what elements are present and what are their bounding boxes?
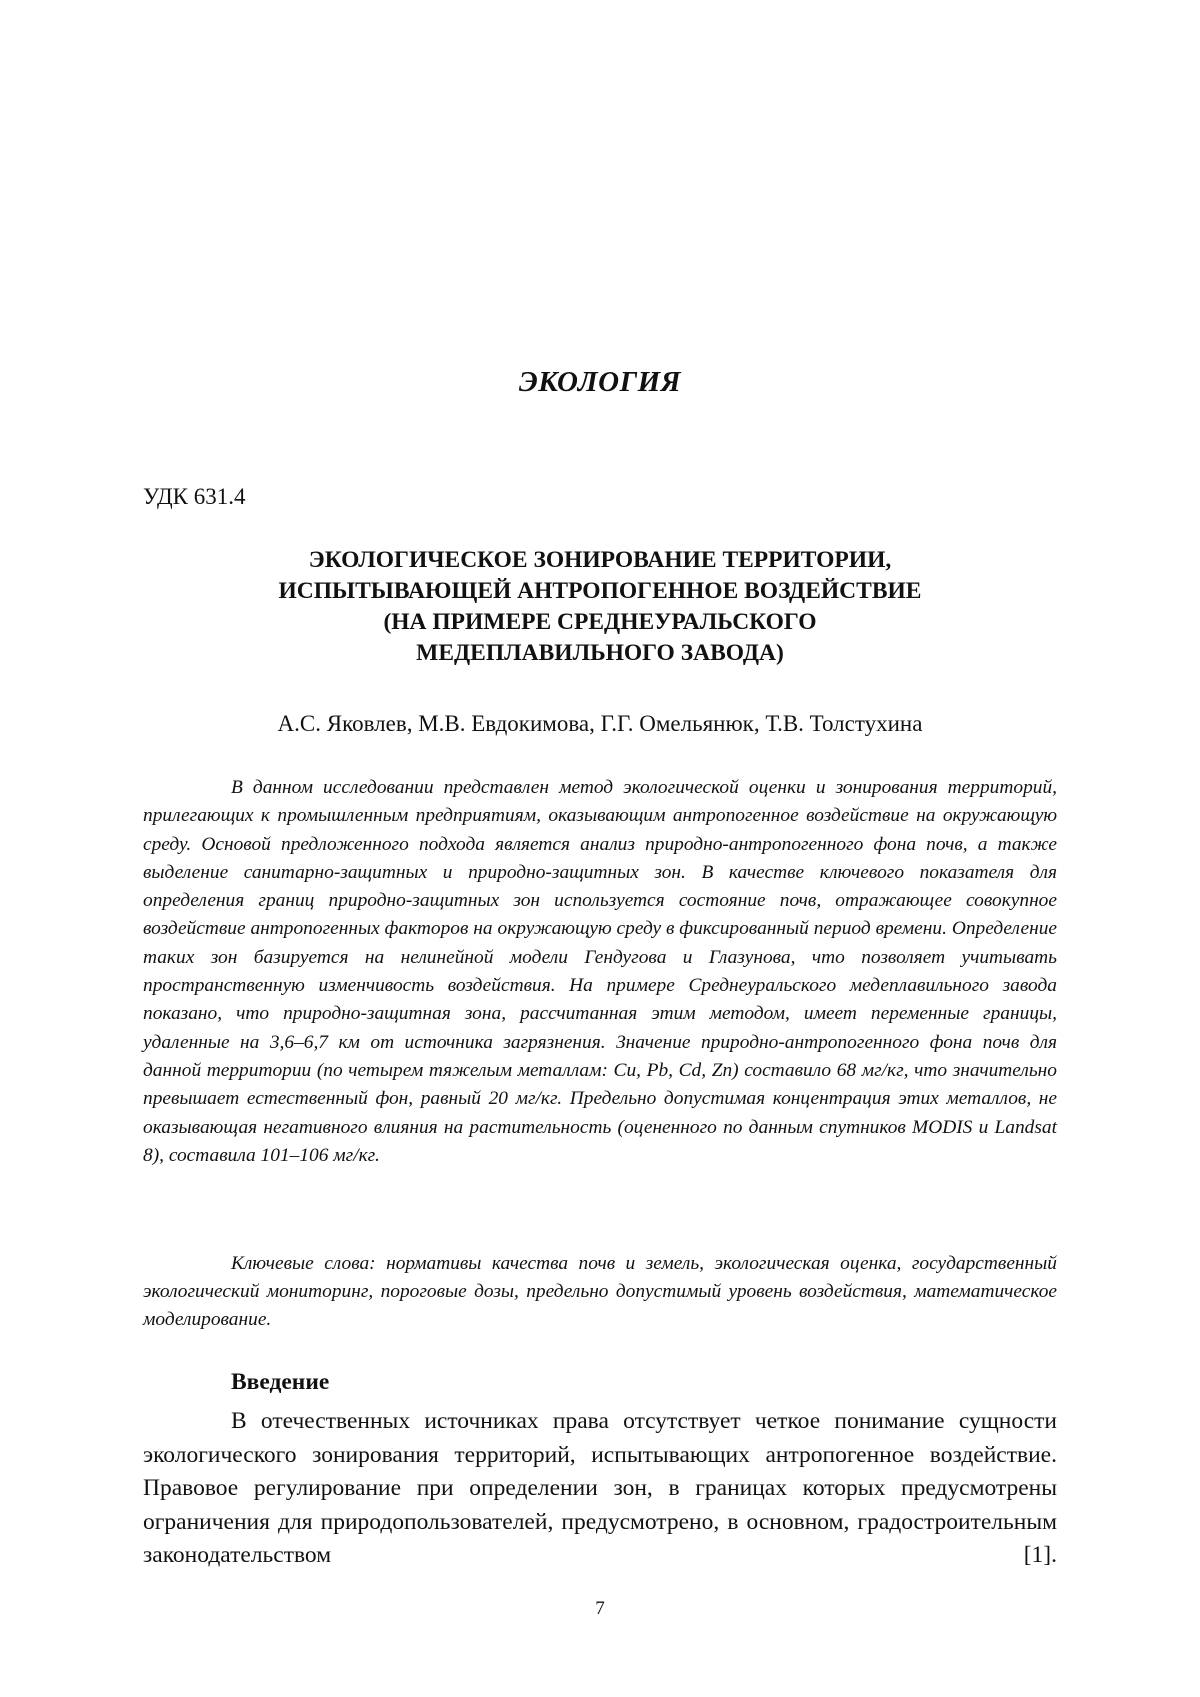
- article-title-line: (НА ПРИМЕРЕ СРЕДНЕУРАЛЬСКОГО: [383, 609, 817, 635]
- authors: А.С. Яковлев, М.В. Евдокимова, Г.Г. Омельянюк, Т.В. Толстухина: [277, 711, 923, 736]
- page-number: 7: [595, 1598, 605, 1619]
- article-title: [143, 545, 1057, 669]
- abstract: В данном исследовании представлен метод экологической оценки и зонирования территорий, прилегающих к промышленным предприятиям, оказывающим антропогенное воздействие на окружающую среду. Основой предложенного подхода является анализ природно-антропогенного фона почв, а также выделение санитарно-защитных и природно-защитных зон. В качестве ключевого показателя для определения границ природно-защитных зон используется состояние почв, отражающее совокупное воздействие антропогенных факторов на окружающую среду в фиксированный период времени. Определение таких зон базируется на нелинейной модели Гендугова и Глазунова, что позволяет учитывать пространственную изменчивость воздействия. На примере Среднеуральского медеплавильного завода показано, что природно-защитная зона, рассчитанная этим методом, имеет переменные границы, удаленные на 3,6–6,7 км от источника загрязнения. Значение природно-антропогенного фона почв для данной территории (по четырем тяжелым металлам: Cu, Pb, Cd, Zn) составило 68 мг/кг, что значительно превышает естественный фон, равный 20 мг/кг. Предельно допустимая концентрация этих металлов, не оказывающая негативного влияния на растительность (оцененного по данным спутников MODIS и Landsat 8), составила 101–106 мг/кг.: [143, 777, 1057, 1166]
- intro-heading: Введение: [231, 1369, 330, 1395]
- udc-code: УДК 631.4: [143, 484, 246, 509]
- article-title-line: ИСПЫТЫВАЮЩЕЙ АНТРОПОГЕННОЕ ВОЗДЕЙСТВИЕ: [278, 578, 922, 604]
- keywords: Ключевые слова: нормативы качества почв и земель, экологическая оценка, государственный экологический мониторинг, пороговые дозы, предельно допустимый уровень воздействия, математическое моделирование.: [143, 1253, 1057, 1330]
- article-title-line: МЕДЕПЛАВИЛЬНОГО ЗАВОДА): [416, 640, 784, 666]
- intro-paragraph: В отечественных источниках права отсутствует четкое понимание сущности экологического зонирования территорий, испытывающих антропогенное воздействие. Правовое регулирование при определении зон, в границах которых предусмотрены ограничения для природопользователей, предусмотрено, в основном, градостроительным законодательством [1].: [143, 1408, 1057, 1568]
- section-title: ЭКОЛОГИЯ: [518, 366, 682, 398]
- article-title-line: ЭКОЛОГИЧЕСКОЕ ЗОНИРОВАНИЕ ТЕРРИТОРИИ,: [308, 547, 892, 573]
